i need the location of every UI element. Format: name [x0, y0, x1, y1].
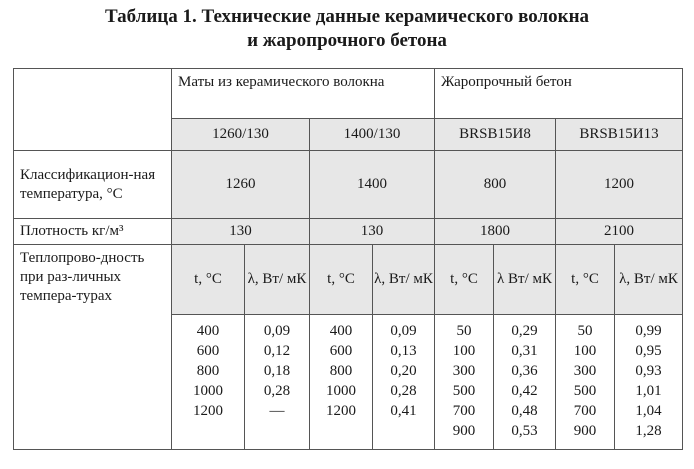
- density-value: 130: [310, 219, 435, 245]
- table-value: 0,09: [390, 323, 417, 339]
- table-value: 50: [577, 323, 593, 339]
- table-value: 0,28: [263, 383, 291, 399]
- row-label-conductivity: Теплопрово-дность при раз-личных темпера-турах: [14, 245, 172, 450]
- table-value: 0,31: [511, 343, 538, 359]
- table-value: 700: [573, 403, 597, 419]
- lambda-list: [494, 315, 556, 450]
- density-value: 130: [172, 219, 310, 245]
- sub-header-1260: 1260/130: [172, 119, 310, 151]
- lambda-list: [373, 315, 435, 450]
- table-value: 0,95: [635, 343, 662, 359]
- temp-list: [172, 315, 245, 450]
- table-value: 0,93: [635, 363, 662, 379]
- table-value: 300: [452, 363, 476, 379]
- table-value: 600: [196, 343, 220, 359]
- table-value: 800: [196, 363, 220, 379]
- class-temp-value: 1200: [556, 151, 683, 219]
- table-value: 0,99: [635, 323, 662, 339]
- table-value: 500: [452, 383, 476, 399]
- table-value: 500: [573, 383, 597, 399]
- table-value: 1,28: [635, 423, 662, 439]
- technical-data-table: [13, 68, 683, 450]
- table-value: 0,09: [263, 323, 291, 339]
- table-value: 0,28: [390, 383, 417, 399]
- table-value: 800: [329, 363, 353, 379]
- col-header-temp: t, °С: [172, 245, 245, 315]
- temp-list: [435, 315, 494, 450]
- col-header-temp: t, °С: [556, 245, 615, 315]
- table-value: 400: [196, 323, 220, 339]
- table-value: 0,53: [511, 423, 538, 439]
- row-label-density: Плотность кг/м³: [14, 219, 172, 245]
- table-value: 50: [456, 323, 472, 339]
- class-temp-value: 800: [435, 151, 556, 219]
- table-value: 0,20: [390, 363, 417, 379]
- table-value: 300: [573, 363, 597, 379]
- col-header-temp: t, °С: [435, 245, 494, 315]
- table-title: [0, 5, 694, 53]
- table-value: 0,29: [511, 323, 538, 339]
- density-value: 1800: [435, 219, 556, 245]
- class-temp-value: 1260: [172, 151, 310, 219]
- table-value: 1000: [326, 383, 356, 399]
- temp-list: [556, 315, 615, 450]
- col-header-lambda: λ, Вт/ мК: [615, 245, 683, 315]
- table-value: 0,42: [511, 383, 538, 399]
- table-value: 1200: [326, 403, 356, 419]
- table-value: 1200: [193, 403, 223, 419]
- class-temp-value: 1400: [310, 151, 435, 219]
- table-value: 900: [452, 423, 476, 439]
- col-header-lambda: λ Вт/ мК: [494, 245, 556, 315]
- table-value: 0,18: [263, 363, 291, 379]
- table-value: 0,41: [390, 403, 417, 419]
- table-value: 100: [573, 343, 597, 359]
- table-value: 400: [329, 323, 353, 339]
- title-line-2: и жаропрочного бетона: [247, 30, 447, 51]
- table-value: 700: [452, 403, 476, 419]
- table-value: 100: [452, 343, 476, 359]
- table-value: 0,36: [511, 363, 538, 379]
- title-line-1: Таблица 1. Технические данные керамического волокна: [104, 6, 590, 27]
- table-value: —: [269, 403, 285, 419]
- col-header-temp: t, °С: [310, 245, 373, 315]
- table-value: 1,01: [635, 383, 662, 399]
- sub-header-brsb15i8: BRSB15И8: [435, 119, 556, 151]
- table-value: 600: [329, 343, 353, 359]
- col-header-lambda: λ, Вт/ мК: [245, 245, 310, 315]
- table-value: 0,13: [390, 343, 417, 359]
- table-value: 0,48: [511, 403, 538, 419]
- header-refractory-concrete: Жаропрочный бетон: [435, 69, 683, 119]
- lambda-list: [245, 315, 310, 450]
- row-label-class-temp: Классификацион-ная температура, °С: [14, 151, 172, 219]
- table-value: 900: [573, 423, 597, 439]
- corner-cell: [14, 69, 172, 151]
- header-ceramic-fiber: Маты из керамического волокна: [172, 69, 435, 119]
- table-value: 1,04: [635, 403, 662, 419]
- table-value: 0,12: [263, 343, 291, 359]
- lambda-list: [615, 315, 683, 450]
- sub-header-1400: 1400/130: [310, 119, 435, 151]
- temp-list: [310, 315, 373, 450]
- col-header-lambda: λ, Вт/ мК: [373, 245, 435, 315]
- table-value: 1000: [193, 383, 223, 399]
- sub-header-brsb15i13: BRSB15И13: [556, 119, 683, 151]
- density-value: 2100: [556, 219, 683, 245]
